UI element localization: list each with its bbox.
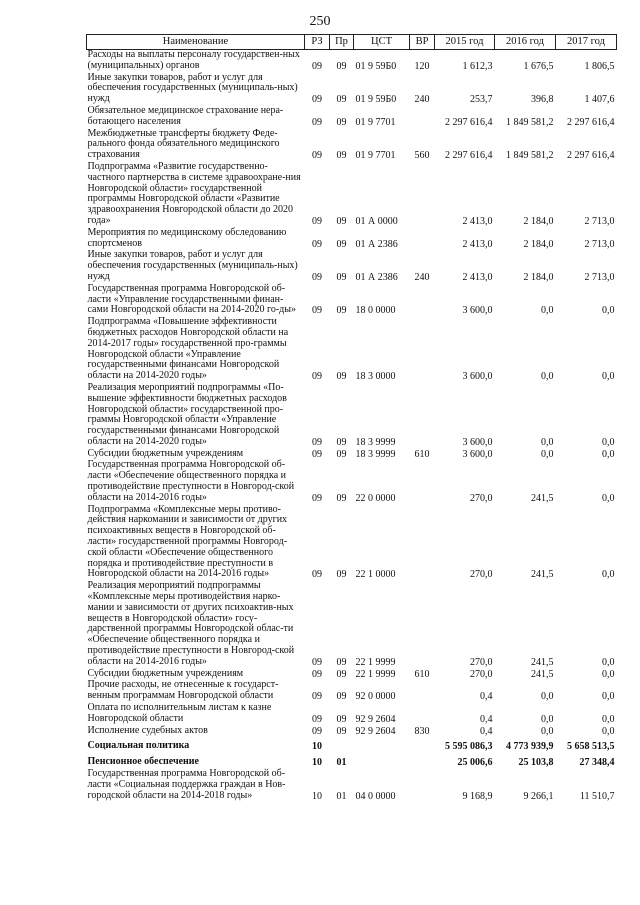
table-row bbox=[87, 284, 617, 317]
cell-2016: 241,5 bbox=[531, 656, 554, 668]
header-cst: ЦСТ bbox=[354, 35, 410, 50]
cell-rz: 09 bbox=[312, 668, 322, 680]
cell-2015: 2 297 616,4 bbox=[445, 116, 493, 128]
cell-vr bbox=[410, 753, 435, 769]
cell-name: Расходы на выплаты персоналу государствен-ных (муниципальных) органов bbox=[87, 49, 300, 71]
cell-2015: 2 413,0 bbox=[462, 215, 493, 227]
cell-name: Иные закупки товаров, работ и услуг для обеспечения государственных (муниципаль-ных) нужд bbox=[87, 71, 298, 105]
table-row bbox=[87, 737, 617, 753]
cell-vr bbox=[410, 383, 435, 449]
cell-2016: 2 184,0 bbox=[523, 271, 554, 283]
cell-2016: 0,0 bbox=[541, 725, 554, 737]
cell-cst: 01 А 2386 bbox=[355, 271, 398, 283]
header-2016: 2016 год bbox=[495, 35, 556, 50]
cell-2015: 0,4 bbox=[480, 713, 493, 725]
cell-rz: 09 bbox=[312, 569, 322, 581]
cell-pr: 09 bbox=[336, 725, 347, 737]
header-vr: ВР bbox=[410, 35, 435, 50]
cell-vr bbox=[410, 162, 435, 228]
cell-pr: 09 bbox=[336, 94, 347, 106]
cell-vr bbox=[410, 106, 435, 129]
cell-2015: 2 413,0 bbox=[462, 271, 493, 283]
cell-2015: 253,7 bbox=[470, 94, 493, 106]
cell-rz: 09 bbox=[312, 371, 322, 383]
cell-rz: 09 bbox=[312, 436, 322, 448]
table-row bbox=[87, 50, 617, 73]
cell-rz: 09 bbox=[312, 448, 322, 460]
table-row bbox=[87, 753, 617, 769]
table-row bbox=[87, 703, 617, 726]
cell-2016: 1 676,5 bbox=[523, 60, 554, 72]
cell-pr: 01 bbox=[336, 790, 347, 802]
cell-2017: 1 407,6 bbox=[584, 94, 615, 106]
cell-name: Субсидии бюджетным учреждениям bbox=[87, 667, 244, 679]
table-row bbox=[87, 250, 617, 283]
header-2015: 2015 год bbox=[435, 35, 495, 50]
table-row bbox=[87, 73, 617, 106]
cell-2017: 2 713,0 bbox=[584, 271, 615, 283]
cell-2017: 0,0 bbox=[602, 492, 615, 504]
cell-2016: 0,0 bbox=[541, 436, 554, 448]
cell-cst: 18 0 0000 bbox=[355, 305, 396, 317]
cell-cst: 01 А 2386 bbox=[355, 238, 398, 250]
cell-name: Государственная программа Новгородской об-ласти «Социальная поддержка граждан в Нов-городской области на 2014-2018 годы» bbox=[87, 768, 286, 801]
cell-pr: 09 bbox=[336, 60, 347, 72]
cell-pr: 09 bbox=[336, 150, 347, 162]
cell-name: Межбюджетные трансферты бюджету Феде-рального фонда обязательного медицинского страхования bbox=[87, 127, 280, 161]
cell-2015: 3 600,0 bbox=[462, 305, 493, 317]
cell-cst: 18 3 9999 bbox=[355, 448, 396, 460]
cell-pr: 09 bbox=[336, 448, 347, 460]
cell-rz: 09 bbox=[312, 305, 322, 317]
cell-2015: 270,0 bbox=[470, 569, 493, 581]
table-row bbox=[87, 383, 617, 449]
cell-name: Оплата по исполнительным листам к казне Новгородской области bbox=[87, 702, 272, 724]
cell-2016: 1 849 581,2 bbox=[506, 116, 554, 128]
cell-2015: 2 413,0 bbox=[462, 238, 493, 250]
cell-name: Иные закупки товаров, работ и услуг для обеспечения государственных (муниципаль-ных) нужд bbox=[87, 249, 298, 282]
cell-vr bbox=[410, 284, 435, 317]
cell-cst: 01 А 0000 bbox=[355, 215, 398, 227]
table-header-row bbox=[87, 35, 617, 50]
cell-2016: 2 184,0 bbox=[523, 215, 554, 227]
cell-2017: 0,0 bbox=[602, 668, 615, 680]
cell-name: Мероприятия по медицинскому обследованию спортсменов bbox=[87, 226, 287, 249]
cell-pr: 09 bbox=[336, 492, 347, 504]
cell-cst: 22 1 9999 bbox=[355, 656, 396, 668]
table-row bbox=[87, 769, 617, 802]
cell-cst: 92 9 2604 bbox=[355, 725, 396, 737]
cell-vr: 240 bbox=[414, 271, 430, 283]
cell-2015: 2 297 616,4 bbox=[445, 150, 493, 162]
cell-cst: 04 0 0000 bbox=[355, 790, 396, 802]
cell-pr: 09 bbox=[336, 569, 347, 581]
cell-pr: 09 bbox=[336, 371, 347, 383]
cell-2017: 0,0 bbox=[602, 713, 615, 725]
cell-2016: 0,0 bbox=[541, 448, 554, 460]
cell-2015: 3 600,0 bbox=[462, 436, 493, 448]
cell-name: Пенсионное обеспечение bbox=[87, 756, 199, 768]
cell-2016: 396,8 bbox=[531, 94, 554, 106]
header-name: Наименование bbox=[87, 35, 305, 50]
cell-rz: 10 bbox=[312, 741, 322, 753]
table-row bbox=[87, 228, 617, 251]
cell-pr: 09 bbox=[336, 305, 347, 317]
cell-name: Прочие расходы, не отнесенные к государст-венным программам Новгородской области bbox=[87, 679, 279, 702]
cell-2017: 0,0 bbox=[602, 436, 615, 448]
cell-2015: 3 600,0 bbox=[462, 448, 493, 460]
cell-2017: 1 806,5 bbox=[584, 60, 615, 72]
cell-vr: 830 bbox=[414, 725, 430, 737]
cell-2015: 270,0 bbox=[470, 492, 493, 504]
cell-cst: 01 9 7701 bbox=[355, 116, 396, 128]
cell-rz: 09 bbox=[312, 150, 322, 162]
cell-name: Подпрограмма «Повышение эффективности бюджетных расходов Новгородской области на 2014-2017 годы» государственной про-граммы Новгородской области «Управление государственными финансами Новгородской области на 2014-2020 годы» bbox=[87, 316, 289, 382]
cell-rz: 09 bbox=[312, 116, 322, 128]
cell-vr bbox=[410, 680, 435, 703]
cell-pr: 09 bbox=[336, 668, 347, 680]
cell-name: Государственная программа Новгородской об-ласти «Управление государственными финан-сами Новгородской области на 2014-2020 го-ды» bbox=[87, 282, 296, 316]
cell-cst: 22 0 0000 bbox=[355, 492, 396, 504]
cell-pr: 09 bbox=[336, 271, 347, 283]
cell-vr bbox=[410, 228, 435, 251]
table-row bbox=[87, 581, 617, 668]
cell-pr: 09 bbox=[336, 656, 347, 668]
header-pr: Пр bbox=[330, 35, 354, 50]
cell-cst: 22 1 9999 bbox=[355, 668, 396, 680]
cell-vr bbox=[410, 317, 435, 383]
cell-2017: 0,0 bbox=[602, 656, 615, 668]
cell-rz: 09 bbox=[312, 238, 322, 250]
cell-cst bbox=[354, 737, 410, 753]
cell-2017: 5 658 513,5 bbox=[567, 741, 615, 753]
cell-name: Государственная программа Новгородской об-ласти «Обеспечение общественного порядка и противодействие преступности в Новгород-ской области на 2014-2016 годы» bbox=[87, 459, 295, 503]
cell-2015: 9 168,9 bbox=[462, 790, 493, 802]
cell-name: Подпрограмма «Комплексные меры противо-действия наркомании и зависимости от других психоактивных веществ в Новгородской об-ласти» государственной программы Новгород-ской области «Обеспечение общественного порядка и противодействие преступности в Новгородской области на 2014-2016 годы» bbox=[87, 503, 288, 580]
cell-vr bbox=[410, 460, 435, 504]
cell-rz: 09 bbox=[312, 691, 322, 703]
cell-2016: 0,0 bbox=[541, 371, 554, 383]
table-row bbox=[87, 680, 617, 703]
cell-pr: 09 bbox=[336, 713, 347, 725]
cell-cst: 22 1 0000 bbox=[355, 569, 396, 581]
cell-rz: 09 bbox=[312, 94, 322, 106]
cell-rz: 09 bbox=[312, 656, 322, 668]
cell-2017: 2 713,0 bbox=[584, 238, 615, 250]
cell-2017: 0,0 bbox=[602, 691, 615, 703]
cell-2016: 0,0 bbox=[541, 305, 554, 317]
cell-cst: 18 3 9999 bbox=[355, 436, 396, 448]
cell-pr: 01 bbox=[336, 757, 347, 769]
cell-2016: 2 184,0 bbox=[523, 238, 554, 250]
cell-pr: 09 bbox=[336, 238, 347, 250]
cell-vr: 240 bbox=[414, 94, 430, 106]
cell-2015: 0,4 bbox=[480, 691, 493, 703]
cell-2017: 0,0 bbox=[602, 448, 615, 460]
cell-2016: 0,0 bbox=[541, 713, 554, 725]
cell-2015: 270,0 bbox=[470, 656, 493, 668]
cell-pr: 09 bbox=[336, 215, 347, 227]
cell-cst: 18 3 0000 bbox=[355, 371, 396, 383]
cell-rz: 09 bbox=[312, 713, 322, 725]
cell-cst: 01 9 7701 bbox=[355, 150, 396, 162]
cell-2016: 9 266,1 bbox=[523, 790, 554, 802]
cell-vr bbox=[410, 505, 435, 582]
cell-name: Обязательное медицинское страхование нера-ботающего населения bbox=[87, 104, 284, 127]
table-row bbox=[87, 317, 617, 383]
header-2017: 2017 год bbox=[556, 35, 617, 50]
cell-cst: 01 9 59Б0 bbox=[355, 60, 397, 72]
cell-rz: 10 bbox=[312, 790, 322, 802]
table-body bbox=[87, 50, 617, 803]
cell-vr bbox=[410, 703, 435, 726]
cell-2015: 5 595 086,3 bbox=[445, 741, 493, 753]
cell-rz: 09 bbox=[312, 725, 322, 737]
cell-2016: 241,5 bbox=[531, 569, 554, 581]
cell-vr: 610 bbox=[414, 668, 430, 680]
cell-2017: 0,0 bbox=[602, 371, 615, 383]
cell-rz: 10 bbox=[312, 757, 322, 769]
cell-rz: 09 bbox=[312, 60, 322, 72]
cell-2017: 0,0 bbox=[602, 725, 615, 737]
table-row bbox=[87, 129, 617, 162]
cell-name: Подпрограмма «Развитие государственно-частного партнерства в системе здравоохране-ния Новгородской области» государственной программы Новгородской области «Развитие здравоохранения Новгородской области до 2020 года» bbox=[87, 160, 301, 226]
table-row bbox=[87, 726, 617, 738]
cell-cst: 92 9 2604 bbox=[355, 713, 396, 725]
cell-2017: 2 297 616,4 bbox=[567, 116, 615, 128]
table-row bbox=[87, 162, 617, 228]
cell-2016: 241,5 bbox=[531, 668, 554, 680]
table-row bbox=[87, 460, 617, 504]
cell-vr: 120 bbox=[414, 60, 430, 72]
cell-vr bbox=[410, 769, 435, 802]
cell-vr bbox=[410, 737, 435, 753]
page-number: 250 bbox=[309, 14, 331, 29]
cell-pr bbox=[330, 737, 354, 753]
cell-2016: 25 103,8 bbox=[518, 757, 554, 769]
cell-2015: 0,4 bbox=[480, 725, 493, 737]
cell-2017: 2 713,0 bbox=[584, 215, 615, 227]
cell-2017: 2 297 616,4 bbox=[567, 150, 615, 162]
cell-name: Реализация мероприятий подпрограммы «Комплексные меры противодействия нарко-мании и зависимости от других психоактив-ных веществ в Новгородской области» госу-дарственной программы Новгородской облас-ти «Обеспечение общественного порядка и противодействие преступности в Новгород-ской области на 2014-2016 годы» bbox=[87, 580, 295, 667]
cell-2017: 27 348,4 bbox=[579, 757, 615, 769]
cell-vr bbox=[410, 581, 435, 668]
cell-name: Субсидии бюджетным учреждениям bbox=[87, 447, 244, 459]
cell-cst: 92 0 0000 bbox=[355, 691, 396, 703]
cell-vr: 610 bbox=[414, 448, 430, 460]
table-row bbox=[87, 505, 617, 582]
cell-pr: 09 bbox=[336, 691, 347, 703]
cell-2015: 270,0 bbox=[470, 668, 493, 680]
cell-2016: 241,5 bbox=[531, 492, 554, 504]
cell-vr: 560 bbox=[414, 150, 430, 162]
cell-rz: 09 bbox=[312, 215, 322, 227]
cell-cst: 01 9 59Б0 bbox=[355, 94, 397, 106]
cell-2016: 1 849 581,2 bbox=[506, 150, 554, 162]
cell-2015: 3 600,0 bbox=[462, 371, 493, 383]
cell-cst bbox=[354, 753, 410, 769]
cell-pr: 09 bbox=[336, 436, 347, 448]
cell-name: Исполнение судебных актов bbox=[87, 724, 208, 736]
cell-rz: 09 bbox=[312, 271, 322, 283]
cell-pr: 09 bbox=[336, 116, 347, 128]
cell-2016: 4 773 939,9 bbox=[506, 741, 554, 753]
cell-2017: 11 510,7 bbox=[579, 790, 615, 802]
header-rz: РЗ bbox=[305, 35, 330, 50]
cell-name: Социальная политика bbox=[87, 740, 190, 752]
cell-2017: 0,0 bbox=[602, 305, 615, 317]
table-row bbox=[87, 106, 617, 129]
cell-2016: 0,0 bbox=[541, 691, 554, 703]
budget-table bbox=[86, 34, 617, 802]
cell-name: Реализация мероприятий подпрограммы «По-вышение эффективности бюджетных расходов Новгородской области» государственной про-граммы Новгородской области «Управление государственными финансами Новгородской области на 2014-2020 годы» bbox=[87, 381, 287, 447]
cell-2015: 1 612,3 bbox=[462, 60, 493, 72]
cell-2015: 25 006,6 bbox=[457, 757, 493, 769]
cell-rz: 09 bbox=[312, 492, 322, 504]
cell-2017: 0,0 bbox=[602, 569, 615, 581]
